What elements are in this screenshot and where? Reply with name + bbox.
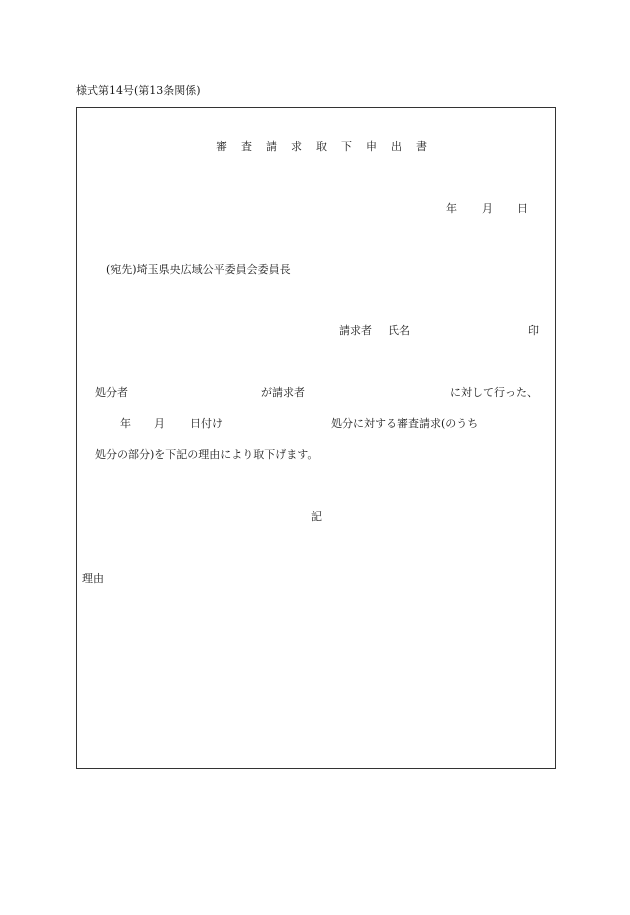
body-line2-tail: 処分に対する審査請求(のうち xyxy=(331,417,479,430)
title-char: 取 xyxy=(316,140,327,153)
title-char: 下 xyxy=(341,140,352,153)
body-disposer: 処分者 xyxy=(95,386,128,399)
form-number: 様式第14号(第13条関係) xyxy=(76,84,201,97)
addressee: (宛先)埼玉県央広域公平委員会委員長 xyxy=(106,263,291,276)
date-month-label: 月 xyxy=(482,202,493,215)
form-title xyxy=(216,141,427,152)
body-month: 月 xyxy=(154,417,165,430)
title-char: 請 xyxy=(266,140,277,153)
body-requester: が請求者 xyxy=(261,386,305,399)
requester-label: 請求者 xyxy=(339,324,372,337)
body-dated: 日付け xyxy=(190,417,223,430)
date-year-label: 年 xyxy=(446,202,457,215)
reason-label: 理由 xyxy=(82,572,104,585)
body-year: 年 xyxy=(120,417,131,430)
seal-mark: 印 xyxy=(528,324,539,337)
body-line3: 処分の部分)を下記の理由により取下げます。 xyxy=(95,448,319,461)
title-char: 出 xyxy=(391,140,402,153)
title-char: 書 xyxy=(416,140,427,153)
date-day-label: 日 xyxy=(517,202,528,215)
title-char: 審 xyxy=(216,140,227,153)
ki-mark: 記 xyxy=(311,510,322,523)
title-char: 査 xyxy=(241,140,252,153)
title-char: 求 xyxy=(291,140,302,153)
title-char: 申 xyxy=(366,140,377,153)
body-line1-tail: に対して行った、 xyxy=(450,386,538,399)
requester-name-label: 氏名 xyxy=(388,324,410,337)
